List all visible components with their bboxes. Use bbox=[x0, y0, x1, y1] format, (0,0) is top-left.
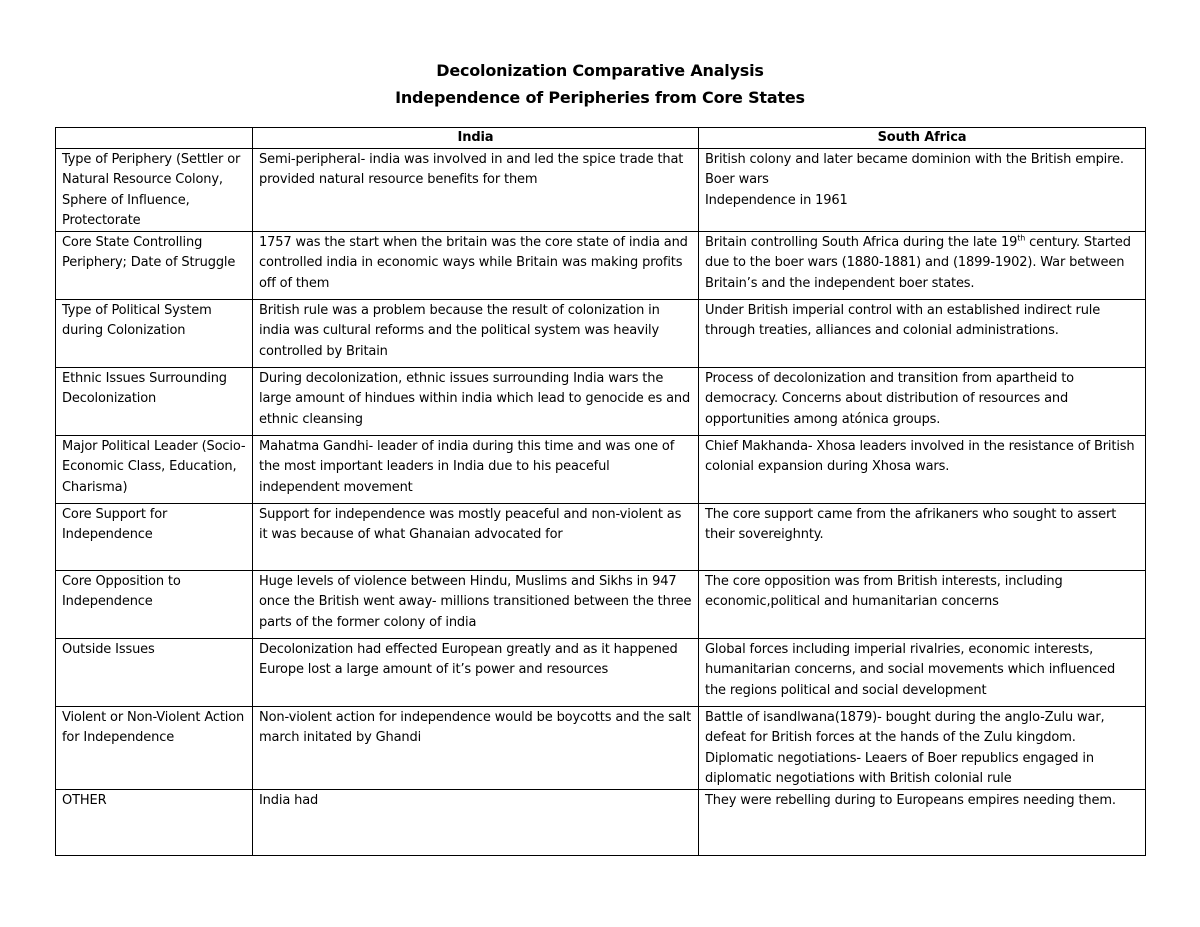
table-header-row bbox=[56, 128, 1146, 149]
table-row bbox=[56, 149, 1146, 232]
comparison-table bbox=[55, 127, 1146, 856]
south-africa-cell bbox=[699, 149, 1146, 232]
south-africa-cell bbox=[699, 707, 1146, 790]
south-africa-line: Boer wars bbox=[705, 172, 769, 188]
south-africa-line: Diplomatic negotiations- Leaers of Boer republics engaged in diplomatic negotiations with British colonial rule bbox=[705, 750, 1094, 787]
india-cell: 1757 was the start when the britain was the core state of india and controlled india in economic ways while Britain was making profits off of them bbox=[253, 232, 699, 300]
india-cell: During decolonization, ethnic issues surrounding India wars the large amount of hindues within india which lead to genocide es and ethnic cleansing bbox=[253, 368, 699, 436]
south-africa-cell: The core opposition was from British interests, including economic,political and humanitarian concerns bbox=[699, 571, 1146, 639]
south-africa-line: Independence in 1961 bbox=[705, 192, 848, 208]
table-row bbox=[56, 436, 1146, 504]
title-block bbox=[0, 57, 1200, 111]
ordinal-superscript: th bbox=[1017, 233, 1026, 243]
document-title: Decolonization Comparative Analysis bbox=[436, 61, 764, 80]
south-africa-cell: Process of decolonization and transition from apartheid to democracy. Concerns about distribution of resources and opportunities among atónica groups. bbox=[699, 368, 1146, 436]
table-row bbox=[56, 232, 1146, 300]
row-label: Core State Controlling Periphery; Date of Struggle bbox=[56, 232, 253, 300]
row-label: OTHER bbox=[56, 790, 253, 856]
india-cell: Support for independence was mostly peaceful and non-violent as it was because of what Ghanaian advocated for bbox=[253, 504, 699, 571]
india-cell: Non-violent action for independence would be boycotts and the salt march initated by Ghandi bbox=[253, 707, 699, 790]
south-africa-line: British colony and later became dominion with the British empire. bbox=[705, 152, 1124, 167]
table-row bbox=[56, 639, 1146, 707]
table-row bbox=[56, 571, 1146, 639]
south-africa-cell: Under British imperial control with an established indirect rule through treaties, alliances and colonial administrations. bbox=[699, 300, 1146, 368]
header-cell-empty bbox=[56, 128, 253, 149]
row-label: Type of Periphery (Settler or Natural Resource Colony, Sphere of Influence, Protectorate bbox=[56, 149, 253, 232]
india-cell: Mahatma Gandhi- leader of india during this time and was one of the most important leaders in India due to his peaceful independent movement bbox=[253, 436, 699, 504]
south-africa-cell: Chief Makhanda- Xhosa leaders involved in the resistance of British colonial expansion during Xhosa wars. bbox=[699, 436, 1146, 504]
india-cell: Decolonization had effected European greatly and as it happened Europe lost a large amount of it’s power and resources bbox=[253, 639, 699, 707]
south-africa-cell: Global forces including imperial rivalries, economic interests, humanitarian concerns, and social movements which influenced the regions political and social development bbox=[699, 639, 1146, 707]
document-subtitle: Independence of Peripheries from Core States bbox=[395, 88, 805, 107]
india-cell: Huge levels of violence between Hindu, Muslims and Sikhs in 947 once the British went away- millions transitioned between the three parts of the former colony of india bbox=[253, 571, 699, 639]
south-africa-cell: They were rebelling during to Europeans empires needing them. bbox=[699, 790, 1146, 856]
header-cell-india: India bbox=[253, 128, 699, 149]
south-africa-text-post: century. Started due to the boer wars (1880-1881) and (1899-1902). War between Britain’s and the independent boer states. bbox=[705, 235, 1131, 291]
row-label: Core Opposition to Independence bbox=[56, 571, 253, 639]
row-label: Major Political Leader (Socio-Economic Class, Education, Charisma) bbox=[56, 436, 253, 504]
south-africa-line: Battle of isandlwana(1879)- bought during the anglo-Zulu war, defeat for British forces at the hands of the Zulu kingdom. bbox=[705, 710, 1105, 746]
south-africa-cell bbox=[699, 232, 1146, 300]
table-row bbox=[56, 300, 1146, 368]
table-row bbox=[56, 504, 1146, 571]
table-row bbox=[56, 707, 1146, 790]
row-label: Core Support for Independence bbox=[56, 504, 253, 571]
india-cell: Semi-peripheral- india was involved in and led the spice trade that provided natural resource benefits for them bbox=[253, 149, 699, 232]
south-africa-text-pre: Britain controlling South Africa during the late 19 bbox=[705, 235, 1018, 251]
table-row bbox=[56, 790, 1146, 856]
south-africa-cell: The core support came from the afrikaners who sought to assert their sovereighnty. bbox=[699, 504, 1146, 571]
header-cell-south-africa: South Africa bbox=[699, 128, 1146, 149]
row-label: Ethnic Issues Surrounding Decolonization bbox=[56, 368, 253, 436]
table-row bbox=[56, 368, 1146, 436]
row-label: Violent or Non-Violent Action for Independence bbox=[56, 707, 253, 790]
india-cell: British rule was a problem because the result of colonization in india was cultural reforms and the political system was heavily controlled by Britain bbox=[253, 300, 699, 368]
row-label: Outside Issues bbox=[56, 639, 253, 707]
row-label: Type of Political System during Colonization bbox=[56, 300, 253, 368]
india-cell: India had bbox=[253, 790, 699, 856]
